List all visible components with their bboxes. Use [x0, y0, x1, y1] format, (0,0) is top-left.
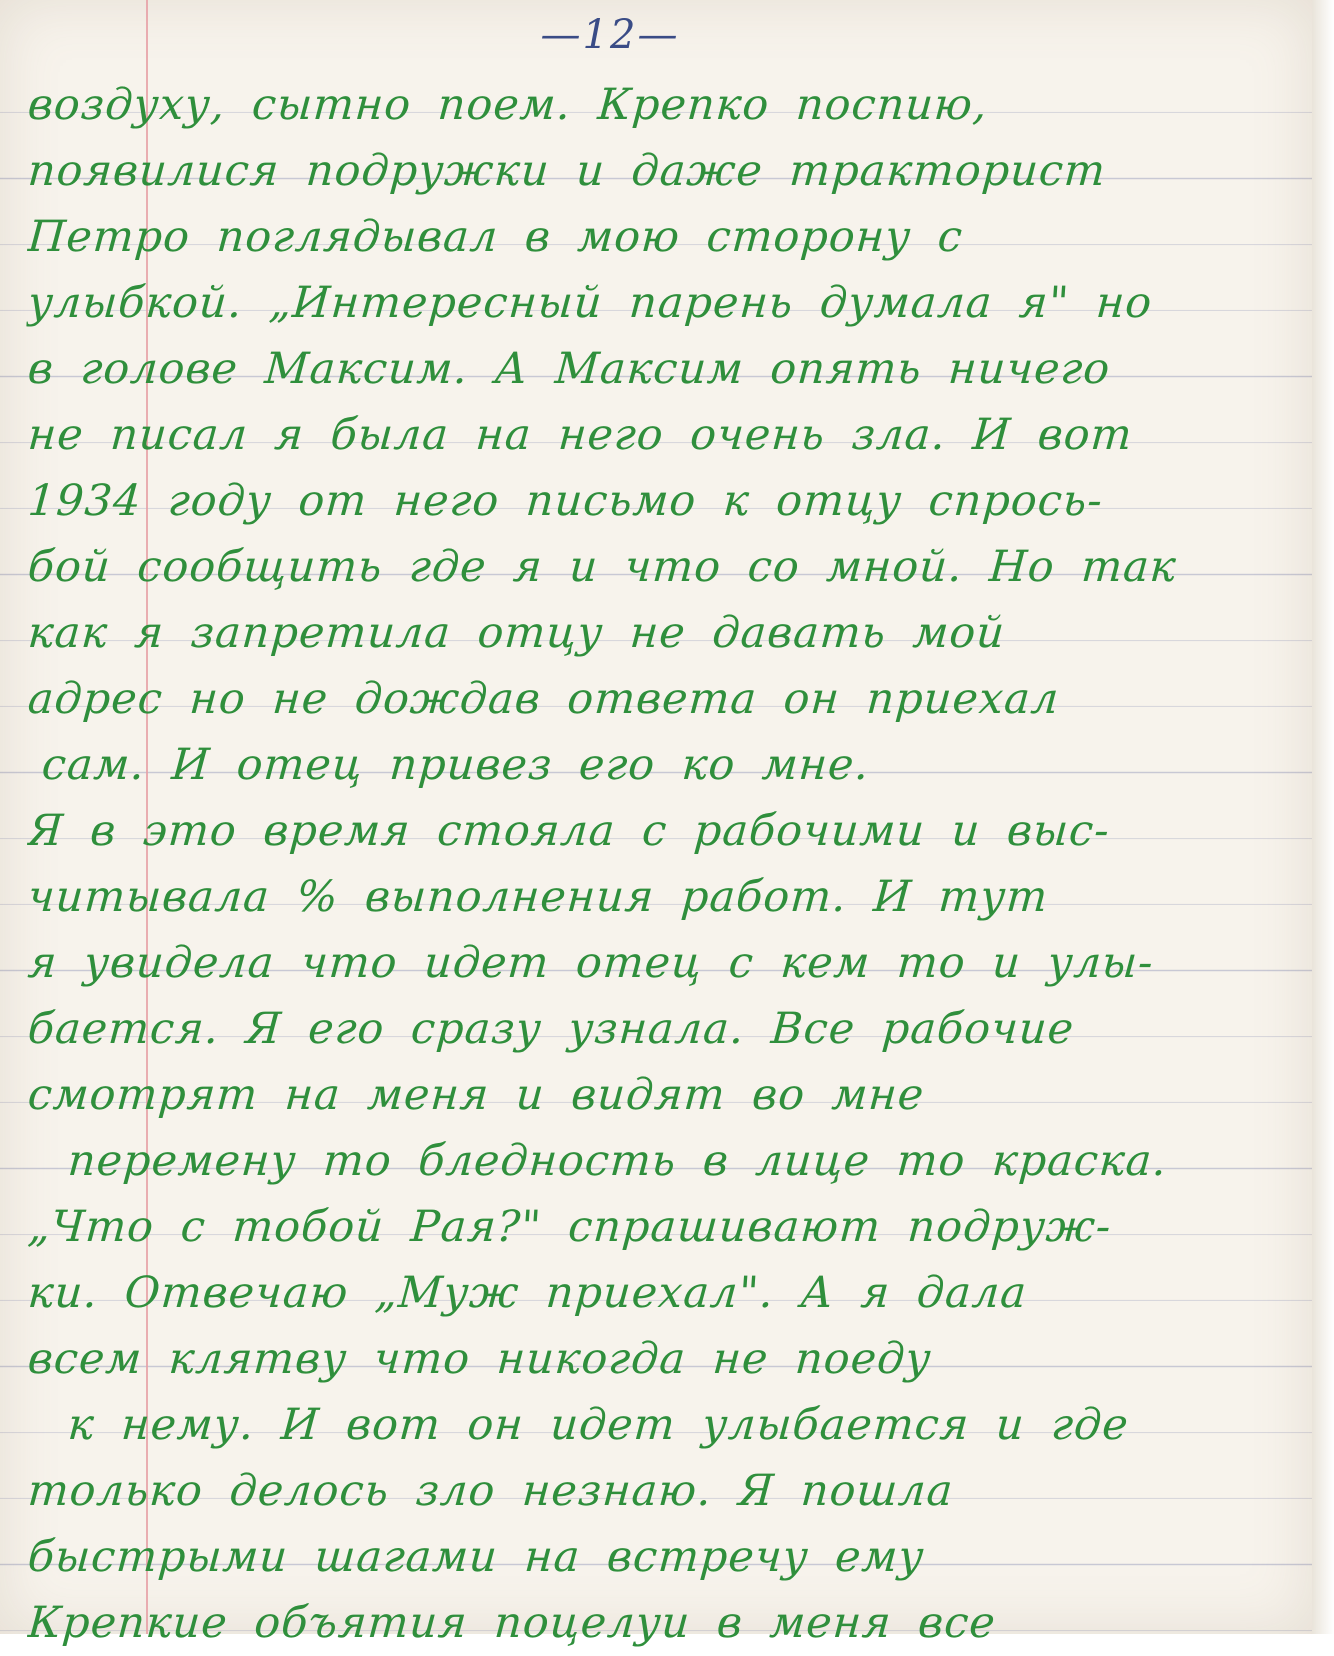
text-line: я увидела что идет отец с кем то и улы-: [26, 938, 1156, 988]
text-line: улыбкой. „Интересный парень думала я" но: [26, 278, 1155, 328]
text-line: всем клятву что никогда не поеду: [26, 1334, 934, 1384]
page-edge: [1312, 0, 1334, 1634]
text-line: Крепкие объятия поцелуи в меня все: [26, 1598, 998, 1648]
text-line: читывала % выполнения работ. И тут: [26, 872, 1050, 922]
text-line: Петро поглядывал в мою сторону с: [26, 212, 965, 262]
text-line: не писал я была на него очень зла. И вот: [26, 410, 1135, 460]
text-line: появилися подружки и даже тракторист: [26, 146, 1108, 196]
text-line: Я в это время стояла с рабочими и выс-: [26, 806, 1112, 856]
text-line: бой сообщить где я и что со мной. Но так: [26, 542, 1179, 592]
text-line: как я запретила отцу не давать мой: [26, 608, 1007, 658]
text-line: сам. И отец привез его ко мне.: [40, 740, 871, 790]
text-line: бается. Я его сразу узнала. Все рабочие: [26, 1004, 1076, 1054]
text-line: только делось зло незнаю. Я пошла: [26, 1466, 956, 1516]
text-line: к нему. И вот он идет улыбается и где: [66, 1400, 1131, 1450]
handwritten-text: [28, 72, 1298, 1656]
text-line: в голове Максим. А Максим опять ничего: [26, 344, 1112, 394]
page-number: —12—: [540, 12, 680, 58]
text-line: „Что с тобой Рая?" спрашивают подруж-: [26, 1202, 1114, 1252]
text-line: смотрят на меня и видят во мне: [26, 1070, 927, 1120]
text-line: адрес но не дождав ответа он приехал: [26, 674, 1062, 724]
text-line: перемену то бледность в лице то краска.: [66, 1136, 1169, 1186]
text-line: 1934 году от него письмо к отцу спрось-: [26, 476, 1105, 526]
text-line: воздуху, сытно поем. Крепко поспию,: [26, 80, 990, 130]
text-line: ки. Отвечаю „Муж приехал". А я дала: [26, 1268, 1029, 1318]
text-line: быстрыми шагами на встречу ему: [26, 1532, 927, 1582]
